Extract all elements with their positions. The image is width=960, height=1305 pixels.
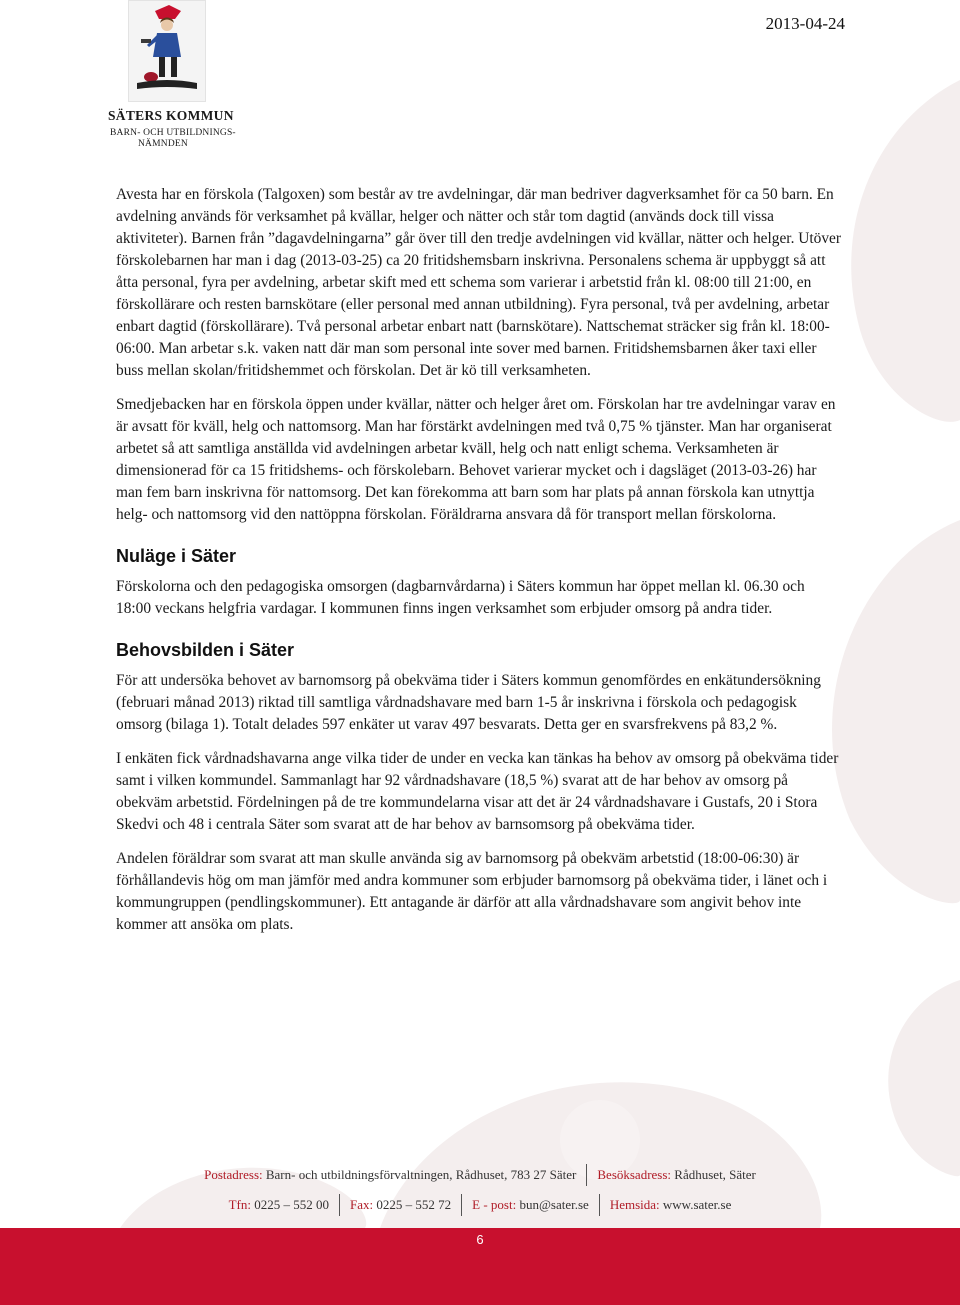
email-value[interactable]: bun@sater.se	[516, 1197, 589, 1212]
email-label: E - post:	[472, 1197, 517, 1212]
web-label: Hemsida:	[609, 1197, 660, 1212]
paragraph-nulage: Förskolorna och den pedagogiska omsorgen (dagbarnvårdarna) i Säters kommun har öppet mellan kl. 06.30 och 18:00 veckans helgfria vardagar. I kommunen finns ingen verksamhet som erbjuder omsorg på andra tider.	[116, 578, 805, 617]
postal-address	[194, 1167, 586, 1183]
phone-label: Tfn:	[228, 1197, 251, 1212]
department-name	[110, 128, 240, 150]
postal-value: Barn- och utbildningsförvaltningen, Rådhuset, 783 27 Säter	[262, 1167, 577, 1182]
phone	[219, 1197, 339, 1213]
footer-contact-row	[0, 1194, 960, 1216]
page-number: 6	[476, 1232, 484, 1247]
phone-value: 0225 – 552 00	[251, 1197, 329, 1212]
web-value[interactable]: www.sater.se	[659, 1197, 732, 1212]
page-footer	[0, 1164, 960, 1224]
website	[600, 1197, 742, 1213]
figure-emblem-icon	[129, 1, 205, 101]
fax-value: 0225 – 552 72	[373, 1197, 452, 1212]
heading-nulage: Nuläge i Säter	[116, 546, 237, 566]
department-line-2: NÄMNDEN	[138, 139, 188, 149]
visit-label: Besöksadress:	[597, 1167, 672, 1182]
paragraph-smedjebacken: Smedjebacken har en förskola öppen under kvällar, nätter och helger året om. Förskolan har tre avdelningar varav en är avsatt för kväll, helg och nattomsorg. Man har förstärkt avdelningen med två 0,75 % tjänster. Man har organiserat arbetet så att samtliga anställda vid avdelningen arbetar kväll, helg och natt enligt schema. Verksamheten är dimensionerad för ca 15 fritidshems- och förskolebarn. Behovet varierar mycket och i dagsläget (2013-03-26) har man fem barn inskrivna för nattomsorg. Det kan förekomma att barn som har plats på annan förskola kan utnyttja helg- och nattomsorg vid den nattöppna förskolan. Föräldrarna ansvara då för transport mellan förskolorna.	[116, 396, 836, 523]
email	[462, 1197, 599, 1213]
footer-address-row	[0, 1164, 960, 1186]
fax	[340, 1197, 461, 1213]
department-line-1: BARN- OCH UTBILDNINGS-	[110, 128, 236, 138]
municipality-logo	[128, 0, 206, 102]
visit-value: Rådhuset, Säter	[671, 1167, 756, 1182]
heading-behovsbilden: Behovsbilden i Säter	[116, 640, 295, 660]
paragraph-avesta: Avesta har en förskola (Talgoxen) som består av tre avdelningar, där man bedriver dagverksamhet för ca 50 barn. En avdelning används för verksamhet på kvällar, helger och nätter och står tom dagtid (används dock till vissa aktiviteter). Barnen från ”dagavdelningarna” går över till den tredje avdelningen vid kvällar, nätter och helger. Utöver förskolebarnen har man i dag (2013-03-25) ca 20 fritidshemsbarn inskrivna. Personalens schema är uppbyggt så att åtta personal, fyra per avdelning, arbetar skift med ett schema som varierar i arbetstid från kl. 08:00 till 21:00, en förskollärare och resten barnskötare (eller personal med annan utbildning). Fyra personal, två per avdelning, arbetar enbart dagtid (förskollärare). Två personal arbetar enbart natt (barnskötare). Nattschemat sträcker sig från kl. 18:00-06:00. Man arbetar s.k. vaken natt där man som personal inte sover med barnen. Fritidshemsbarnen åker taxi eller buss mellan skolan/fritidshemmet och förskolan. Det är kö till verksamheten.	[116, 186, 842, 379]
paragraph-conclusion: Andelen föräldrar som svarat att man skulle använda sig av barnomsorg på obekväm arbetstid (18:00-06:30) är förhållandevis hög om man jämför med andra kommuner som erbjuder barnomsorg på obekväma tider, i länet och i kommungruppen (pendlingskommuner). Ett antagande är därför att alla vårdnadshavare som angivit behov inte kommer att ansöka om plats.	[116, 850, 828, 933]
paragraph-survey: För att undersöka behovet av barnomsorg på obekväma tider i Säters kommun genomfördes en enkätundersökning (februari månad 2013) riktad till samtliga vårdnadshavare med barn 1-5 år inskrivna i förskola och pedagogisk omsorg (bilaga 1). Totalt delades 597 enkäter ut varav 497 besvarats. Detta ger en svarsfrekvens på 83,2 %.	[116, 672, 821, 733]
paragraph-survey-results: I enkäten fick vårdnadshavarna ange vilka tider de under en vecka kan tänkas ha behov av omsorg på obekväma tider samt i vilken kommundel. Sammanlagt har 92 vårdnadshavare (18,5 %) svarat att de har behov av omsorg på obekväm arbetstid. Fördelningen på de tre kommundelarna visar att det är 24 vårdnadshavare i Gustafs, 20 i Stora Skedvi och 48 i centrala Säter som svarat att de har behov av barnsomsorg på obekväma tider.	[116, 750, 839, 833]
postal-label: Postadress:	[204, 1167, 263, 1182]
org-name: SÄTERS KOMMUN	[108, 108, 234, 123]
visit-address	[587, 1167, 766, 1183]
document-date: 2013-04-24	[765, 14, 845, 33]
document-body	[116, 184, 841, 948]
fax-label: Fax:	[350, 1197, 374, 1212]
